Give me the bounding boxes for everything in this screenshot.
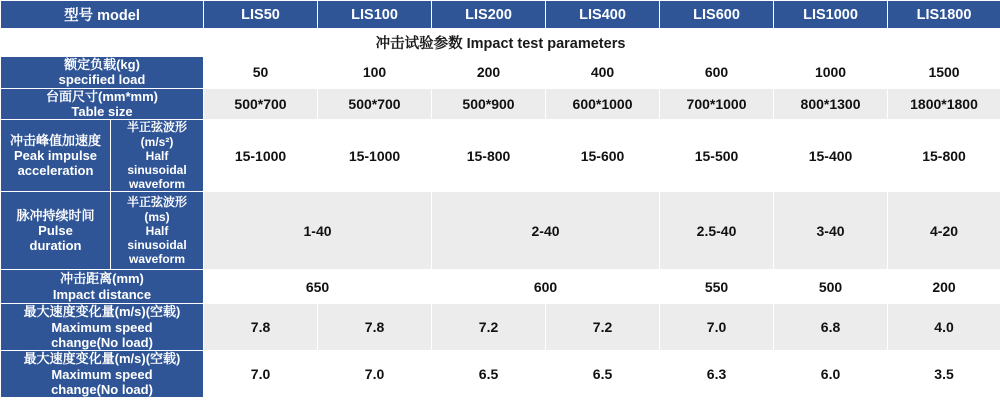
- table-row: [1, 88, 1000, 120]
- row-label-line: change(No load): [1, 335, 203, 350]
- row-label-line: 冲击距离(mm): [1, 271, 203, 286]
- row-label-line: 额定负载(kg): [1, 57, 203, 72]
- cell-peak-acceleration-lis600: 15-500: [660, 120, 774, 192]
- cell-table-size-lis600: 700*1000: [660, 88, 774, 120]
- row-sublabel-half-sinusoidal-duration: [111, 192, 204, 270]
- cell-impact-distance-group2: 600: [432, 270, 660, 304]
- cell-impact-distance-lis1800: 200: [888, 270, 1000, 304]
- cell-max-speed-1-lis100: 7.8: [318, 304, 432, 351]
- cell-max-speed-1-lis1000: 6.8: [774, 304, 888, 351]
- cell-specified-load-lis600: 600: [660, 57, 774, 89]
- cell-specified-load-lis100: 100: [318, 57, 432, 89]
- row-sublabel-line: 半正弦波形: [111, 120, 203, 134]
- cell-specified-load-lis200: 200: [432, 57, 546, 89]
- header-model-lis100: LIS100: [318, 1, 432, 29]
- cell-max-speed-2-lis50: 7.0: [204, 351, 318, 398]
- cell-peak-acceleration-lis1800: 15-800: [888, 120, 1000, 192]
- table-band-row: [1, 29, 1000, 57]
- cell-table-size-lis400: 600*1000: [546, 88, 660, 120]
- row-sublabel-line: (m/s²): [111, 135, 203, 149]
- cell-max-speed-2-lis1800: 3.5: [888, 351, 1000, 398]
- cell-max-speed-1-lis400: 7.2: [546, 304, 660, 351]
- cell-impact-distance-lis600: 550: [660, 270, 774, 304]
- row-sublabel-line: sinusoidal: [111, 238, 203, 252]
- cell-max-speed-1-lis1800: 4.0: [888, 304, 1000, 351]
- cell-pulse-duration-lis1800: 4-20: [888, 192, 1000, 270]
- cell-max-speed-2-lis200: 6.5: [432, 351, 546, 398]
- header-model-lis400: LIS400: [546, 1, 660, 29]
- row-sublabel-line: (ms): [111, 210, 203, 224]
- header-model-lis50: LIS50: [204, 1, 318, 29]
- row-label-line: Peak impulse: [1, 148, 110, 163]
- row-label-table-size: [1, 88, 204, 120]
- header-model-lis1000: LIS1000: [774, 1, 888, 29]
- table-header-row: [1, 1, 1000, 29]
- cell-max-speed-1-lis200: 7.2: [432, 304, 546, 351]
- cell-peak-acceleration-lis400: 15-600: [546, 120, 660, 192]
- cell-max-speed-2-lis100: 7.0: [318, 351, 432, 398]
- bottom-strip-cell: [1, 398, 1000, 410]
- table-bottom-strip: [1, 398, 1000, 410]
- cell-max-speed-2-lis400: 6.5: [546, 351, 660, 398]
- row-label-max-speed-change-1: [1, 304, 204, 351]
- row-sublabel-line: waveform: [111, 177, 203, 191]
- row-label-line: Impact distance: [1, 287, 203, 302]
- cell-impact-distance-group1: 650: [204, 270, 432, 304]
- row-label-pulse-duration: [1, 192, 111, 270]
- cell-max-speed-2-lis1000: 6.0: [774, 351, 888, 398]
- table-row: [1, 120, 1000, 192]
- cell-peak-acceleration-lis50: 15-1000: [204, 120, 318, 192]
- cell-specified-load-lis1000: 1000: [774, 57, 888, 89]
- header-model-lis600: LIS600: [660, 1, 774, 29]
- table-row: [1, 192, 1000, 270]
- table-row: [1, 351, 1000, 398]
- cell-peak-acceleration-lis100: 15-1000: [318, 120, 432, 192]
- cell-table-size-lis100: 500*700: [318, 88, 432, 120]
- row-label-line: Pulse: [1, 223, 110, 238]
- table-row: [1, 304, 1000, 351]
- cell-table-size-lis50: 500*700: [204, 88, 318, 120]
- cell-impact-distance-lis1000: 500: [774, 270, 888, 304]
- cell-max-speed-1-lis600: 7.0: [660, 304, 774, 351]
- row-label-line: Table size: [1, 104, 203, 119]
- cell-peak-acceleration-lis1000: 15-400: [774, 120, 888, 192]
- row-label-specified-load: [1, 57, 204, 89]
- cell-peak-acceleration-lis200: 15-800: [432, 120, 546, 192]
- row-label-line: change(No load): [1, 382, 203, 397]
- row-label-line: Maximum speed: [1, 320, 203, 335]
- cell-table-size-lis1800: 1800*1800: [888, 88, 1000, 120]
- row-sublabel-line: Half: [111, 224, 203, 238]
- header-model-label: 型号 model: [1, 1, 204, 29]
- row-label-line: 台面尺寸(mm*mm): [1, 89, 203, 104]
- header-model-lis200: LIS200: [432, 1, 546, 29]
- cell-max-speed-2-lis600: 6.3: [660, 351, 774, 398]
- row-label-line: acceleration: [1, 163, 110, 178]
- row-label-line: 最大速度变化量(m/s)(空载): [1, 351, 203, 366]
- cell-pulse-duration-lis600: 2.5-40: [660, 192, 774, 270]
- table-row: [1, 57, 1000, 89]
- table-row: [1, 270, 1000, 304]
- row-label-max-speed-change-2: [1, 351, 204, 398]
- row-sublabel-half-sinusoidal-acceleration: [111, 120, 204, 192]
- cell-pulse-duration-lis1000: 3-40: [774, 192, 888, 270]
- cell-table-size-lis1000: 800*1300: [774, 88, 888, 120]
- cell-pulse-duration-group1: 1-40: [204, 192, 432, 270]
- row-label-line: specified load: [1, 72, 203, 87]
- cell-specified-load-lis50: 50: [204, 57, 318, 89]
- row-sublabel-line: sinusoidal: [111, 163, 203, 177]
- row-label-line: Maximum speed: [1, 367, 203, 382]
- cell-table-size-lis200: 500*900: [432, 88, 546, 120]
- row-label-line: duration: [1, 238, 110, 253]
- row-sublabel-line: waveform: [111, 252, 203, 266]
- cell-max-speed-1-lis50: 7.8: [204, 304, 318, 351]
- header-model-lis1800: LIS1800: [888, 1, 1000, 29]
- row-label-peak-impulse-acceleration: [1, 120, 111, 192]
- row-label-line: 冲击峰值加速度: [1, 133, 110, 148]
- row-sublabel-line: 半正弦波形: [111, 195, 203, 209]
- row-label-line: 脉冲持续时间: [1, 208, 110, 223]
- row-label-line: 最大速度变化量(m/s)(空载): [1, 304, 203, 319]
- cell-pulse-duration-group2: 2-40: [432, 192, 660, 270]
- cell-specified-load-lis400: 400: [546, 57, 660, 89]
- row-label-impact-distance: [1, 270, 204, 304]
- row-sublabel-line: Half: [111, 149, 203, 163]
- cell-specified-load-lis1800: 1500: [888, 57, 1000, 89]
- band-title: 冲击试验参数 Impact test parameters: [1, 29, 1000, 57]
